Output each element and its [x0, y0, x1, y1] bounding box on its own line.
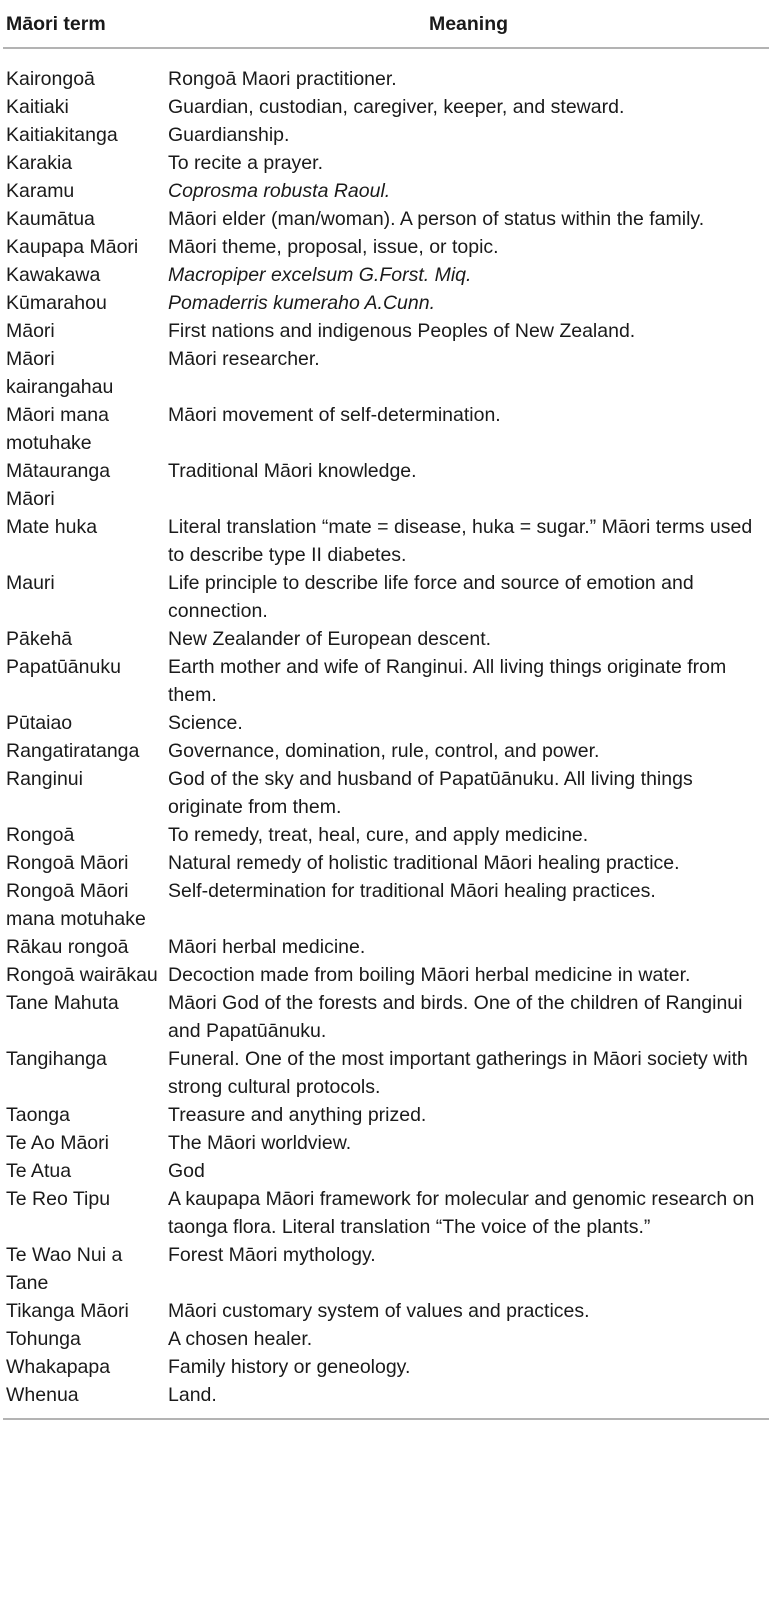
table-row: [3, 989, 769, 1045]
meaning-cell: Literal translation “mate = disease, huka = sugar.” Māori terms used to describe type II diabetes.: [168, 516, 753, 566]
term-cell: Tikanga Māori: [6, 1300, 129, 1322]
meaning-cell: Treasure and anything prized.: [168, 1104, 427, 1126]
term-cell: Te Reo Tipu: [6, 1188, 111, 1210]
table-row: [3, 457, 769, 513]
table-row: [3, 1129, 769, 1157]
header-row: [3, 0, 769, 48]
term-cell: Ranginui: [6, 768, 83, 790]
meaning-cell: To remedy, treat, heal, cure, and apply medicine.: [168, 824, 589, 846]
term-cell: Mātauranga Māori: [6, 460, 111, 510]
meaning-cell: A chosen healer.: [168, 1328, 313, 1350]
table-row: [3, 205, 769, 233]
table-row: [3, 48, 769, 93]
meaning-cell: Pomaderris kumeraho A.Cunn.: [168, 292, 435, 314]
meaning-cell: Funeral. One of the most important gatherings in Māori society with strong cultural protocols.: [168, 1048, 748, 1098]
term-cell: Māori: [6, 320, 55, 342]
table-row: [3, 121, 769, 149]
meaning-cell: Family history or geneology.: [168, 1356, 411, 1378]
meaning-cell: Governance, domination, rule, control, and power.: [168, 740, 600, 762]
term-cell: Whenua: [6, 1384, 79, 1406]
meaning-cell: God: [168, 1160, 205, 1182]
table-row: [3, 849, 769, 877]
table-row: [3, 765, 769, 821]
term-cell: Māori mana motuhake: [6, 404, 109, 454]
meaning-cell: Macropiper excelsum G.Forst. Miq.: [168, 264, 472, 286]
term-cell: Kūmarahou: [6, 292, 107, 314]
table-row: [3, 1045, 769, 1101]
table-row: [3, 653, 769, 709]
table-row: [3, 345, 769, 401]
meaning-cell: Māori God of the forests and birds. One of the children of Ranginui and Papatūānuku.: [168, 992, 743, 1042]
meaning-cell: Decoction made from boiling Māori herbal medicine in water.: [168, 964, 691, 986]
term-cell: Rongoā Māori mana motuhake: [6, 880, 146, 930]
term-cell: Papatūānuku: [6, 656, 121, 678]
table-row: [3, 821, 769, 849]
table-row: [3, 289, 769, 317]
table-row: [3, 1381, 769, 1419]
term-cell: Te Ao Māori: [6, 1132, 109, 1154]
term-cell: Te Atua: [6, 1160, 72, 1182]
term-cell: Rongoā wairākau: [6, 964, 158, 986]
term-cell: Mauri: [6, 572, 55, 594]
meaning-cell: First nations and indigenous Peoples of New Zealand.: [168, 320, 636, 342]
term-cell: Rongoā Māori: [6, 852, 129, 874]
table-row: [3, 513, 769, 569]
table-row: [3, 317, 769, 345]
term-cell: Pūtaiao: [6, 712, 73, 734]
column-header-meaning: Meaning: [168, 0, 769, 48]
term-cell: Rangatiratanga: [6, 740, 140, 762]
meaning-cell: To recite a prayer.: [168, 152, 323, 174]
term-cell: Karamu: [6, 180, 75, 202]
table-bottom-rule: [3, 1419, 769, 1422]
meaning-cell: The Māori worldview.: [168, 1132, 352, 1154]
table-row: [3, 1241, 769, 1297]
meaning-cell: New Zealander of European descent.: [168, 628, 492, 650]
term-cell: Tohunga: [6, 1328, 81, 1350]
table-row: [3, 261, 769, 289]
meaning-cell: Māori herbal medicine.: [168, 936, 366, 958]
term-cell: Kaumātua: [6, 208, 95, 230]
meaning-cell: Traditional Māori knowledge.: [168, 460, 417, 482]
term-cell: Kaupapa Māori: [6, 236, 139, 258]
meaning-cell: Natural remedy of holistic traditional Māori healing practice.: [168, 852, 680, 874]
table-body: [3, 48, 769, 1419]
term-cell: Mate huka: [6, 516, 98, 538]
glossary-table: [3, 0, 769, 1422]
term-cell: Tangihanga: [6, 1048, 107, 1070]
table-row: [3, 877, 769, 933]
meaning-cell: A kaupapa Māori framework for molecular and genomic research on taonga flora. Literal translation “The voice of the plants.”: [168, 1188, 755, 1238]
meaning-cell: Māori researcher.: [168, 348, 320, 370]
term-cell: Kairongoā: [6, 68, 95, 90]
table-row: [3, 1325, 769, 1353]
term-cell: Karakia: [6, 152, 73, 174]
meaning-cell: Māori theme, proposal, issue, or topic.: [168, 236, 499, 258]
term-cell: Kawakawa: [6, 264, 101, 286]
term-cell: Tane Mahuta: [6, 992, 119, 1014]
table-row: [3, 625, 769, 653]
table-row: [3, 1297, 769, 1325]
term-cell: Pākehā: [6, 628, 73, 650]
table-row: [3, 93, 769, 121]
term-cell: Rongoā: [6, 824, 75, 846]
term-cell: Whakapapa: [6, 1356, 111, 1378]
term-cell: Rākau rongoā: [6, 936, 129, 958]
meaning-cell: Forest Māori mythology.: [168, 1244, 376, 1266]
meaning-cell: Guardianship.: [168, 124, 290, 146]
table-row: [3, 149, 769, 177]
term-cell: Kaitiaki: [6, 96, 69, 118]
term-cell: Te Wao Nui a Tane: [6, 1244, 123, 1294]
term-cell: Taonga: [6, 1104, 70, 1126]
meaning-cell: Science.: [168, 712, 243, 734]
term-cell: Kaitiakitanga: [6, 124, 118, 146]
table-row: [3, 1185, 769, 1241]
table-row: [3, 1353, 769, 1381]
meaning-cell: Coprosma robusta Raoul.: [168, 180, 391, 202]
table-row: [3, 401, 769, 457]
term-cell: Māori kairangahau: [6, 348, 114, 398]
meaning-cell: Māori elder (man/woman). A person of status within the family.: [168, 208, 705, 230]
meaning-cell: Life principle to describe life force and source of emotion and connection.: [168, 572, 694, 622]
table-row: [3, 737, 769, 765]
meaning-cell: Māori customary system of values and practices.: [168, 1300, 590, 1322]
meaning-cell: Earth mother and wife of Ranginui. All living things originate from them.: [168, 656, 727, 706]
meaning-cell: God of the sky and husband of Papatūānuku. All living things originate from them.: [168, 768, 693, 818]
table-row: [3, 177, 769, 205]
meaning-cell: Self-determination for traditional Māori healing practices.: [168, 880, 656, 902]
meaning-cell: Land.: [168, 1384, 217, 1406]
table-row: [3, 569, 769, 625]
table-row: [3, 1157, 769, 1185]
table-row: [3, 233, 769, 261]
table-row: [3, 961, 769, 989]
table-row: [3, 1101, 769, 1129]
meaning-cell: Rongoā Maori practitioner.: [168, 68, 397, 90]
column-header-term: Māori term: [3, 0, 168, 48]
table-row: [3, 709, 769, 737]
meaning-cell: Guardian, custodian, caregiver, keeper, and steward.: [168, 96, 625, 118]
meaning-cell: Māori movement of self-determination.: [168, 404, 501, 426]
table-row: [3, 933, 769, 961]
table-header: [3, 0, 769, 48]
